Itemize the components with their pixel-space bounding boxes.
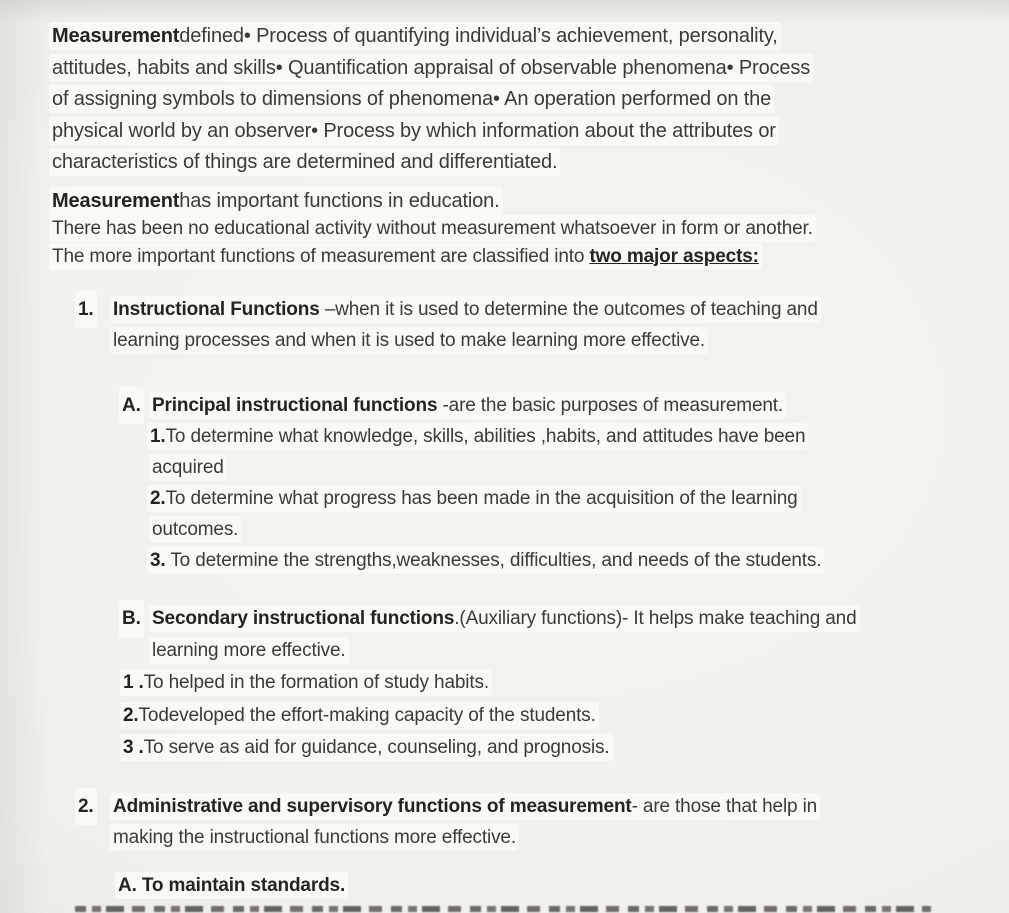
- list-item-principal-instructional-functions: [0, 390, 1009, 576]
- text-line: [0, 822, 1009, 853]
- list-item-administrative-functions: [0, 791, 1009, 853]
- para-measurement-functions: [0, 188, 1009, 271]
- highlighted-text: [123, 737, 610, 758]
- text-line: [0, 603, 1009, 635]
- text-line: [0, 390, 1009, 421]
- highlighted-text: [52, 88, 771, 110]
- list-marker: 1.: [78, 294, 94, 325]
- text-line: [0, 243, 1009, 271]
- list-marker: 2.: [78, 791, 94, 822]
- text-run: - are those that help in: [631, 795, 818, 817]
- text-run: –when it is used to determine the outcomes of teaching and: [319, 299, 818, 320]
- text-run: defined• Process of quantifying individual’s achievement, personality,: [179, 25, 778, 47]
- highlighted-text: [118, 875, 345, 896]
- text-run: physical world by an observer• Process by which information about the attributes or: [52, 119, 776, 142]
- text-run-bold: Administrative and supervisory functions of measurement: [113, 795, 632, 817]
- highlighted-text: [113, 827, 516, 848]
- highlighted-text: [52, 57, 810, 79]
- highlighted-text: [123, 672, 489, 693]
- text-run-bold: 2.: [150, 488, 166, 509]
- text-run: .(Auxiliary functions)- It helps make teaching and: [454, 608, 857, 629]
- text-run: characteristics of things are determined and differentiated.: [52, 151, 558, 173]
- text-line: [0, 732, 1009, 765]
- text-line: [0, 147, 1009, 179]
- text-line: [0, 870, 1009, 901]
- text-run: -are the basic purposes of measurement.: [437, 395, 784, 416]
- text-line: [0, 667, 1009, 700]
- text-line: [0, 84, 1009, 116]
- text-line: [0, 215, 1009, 243]
- text-line: [0, 452, 1009, 483]
- text-run-bold: Principal instructional functions: [152, 395, 438, 416]
- text-run-bold: Measurement: [52, 189, 180, 212]
- text-run: To helped in the formation of study habits.: [143, 672, 489, 693]
- text-line: [0, 188, 1009, 216]
- text-run-bold: Measurement: [52, 25, 180, 47]
- text-run: learning more effective.: [152, 639, 346, 661]
- highlighted-text: [123, 705, 596, 726]
- text-run-bold: 1.: [150, 426, 166, 447]
- text-run: outcomes.: [152, 519, 239, 540]
- highlighted-text: [150, 488, 798, 509]
- text-run-bold: Instructional Functions: [113, 299, 320, 320]
- highlighted-text: [52, 246, 759, 267]
- text-line: [0, 294, 1009, 325]
- text-run: making the instructional functions more effective.: [113, 826, 516, 848]
- text-line: [0, 325, 1009, 356]
- highlighted-text: [152, 457, 224, 478]
- text-line: [0, 116, 1009, 148]
- list-marker: B.: [122, 603, 141, 635]
- text-line: [0, 53, 1009, 85]
- list-secondary-sub-items: [0, 667, 1009, 765]
- text-run: There has been no educational activity without measurement whatsoever in form or another.: [52, 218, 813, 239]
- list-item-instructional-functions: [0, 294, 1009, 356]
- highlighted-text: [113, 330, 705, 351]
- text-run: has important functions in education.: [179, 189, 500, 212]
- highlighted-text: [113, 796, 817, 817]
- text-line: [0, 791, 1009, 822]
- highlighted-text: [150, 426, 805, 447]
- highlighted-text: [113, 299, 818, 320]
- list-marker: A.: [122, 390, 141, 421]
- text-run: Todeveloped the effort-making capacity of the students.: [138, 704, 596, 726]
- highlighted-text: [152, 395, 783, 416]
- text-run-bold: 2.: [123, 704, 139, 726]
- cutoff-text-line: [75, 906, 931, 912]
- text-run: To determine the strengths,weaknesses, difficulties, and needs of the students.: [165, 550, 822, 571]
- highlighted-text: [52, 218, 813, 239]
- list-item-secondary-instructional-functions: [0, 603, 1009, 666]
- highlighted-text: [52, 151, 557, 173]
- text-line: [0, 421, 1009, 452]
- text-line: [0, 545, 1009, 576]
- text-run-bold: A. To maintain standards.: [118, 874, 346, 896]
- text-run-bold: 3.: [150, 550, 166, 571]
- highlighted-text: [152, 519, 238, 540]
- highlighted-text: [152, 608, 857, 629]
- highlighted-text: [52, 25, 778, 47]
- document-content: [0, 21, 1009, 901]
- text-run: The more important functions of measurement are classified into: [52, 245, 590, 267]
- text-line: [0, 514, 1009, 545]
- para-measurement-defined: [0, 21, 1009, 179]
- text-run-bold: two major aspects:: [589, 245, 759, 267]
- text-line: [0, 635, 1009, 667]
- list-item-maintain-standards: [0, 870, 1009, 901]
- text-run: To determine what knowledge, skills, abilities ,habits, and attitudes have been: [165, 426, 806, 447]
- text-line: [0, 700, 1009, 733]
- text-line: [0, 483, 1009, 514]
- highlighted-text: [152, 640, 346, 661]
- highlighted-text: [52, 120, 776, 142]
- text-run: To serve as aid for guidance, counseling, and prognosis.: [143, 737, 610, 758]
- text-run-bold: 3 .: [123, 737, 144, 758]
- text-run: To determine what progress has been made in the acquisition of the learning: [165, 488, 798, 509]
- text-run-bold: Secondary instructional functions: [152, 608, 455, 629]
- text-run: learning processes and when it is used to make learning more effective.: [113, 330, 706, 351]
- text-line: [0, 21, 1009, 53]
- text-run-bold: 1 .: [123, 672, 144, 693]
- text-run: attitudes, habits and skills• Quantification appraisal of observable phenomena• Process: [52, 56, 811, 79]
- highlighted-text: [52, 190, 500, 212]
- highlighted-text: [150, 550, 821, 571]
- text-run: of assigning symbols to dimensions of phenomena• An operation performed on the: [52, 88, 772, 110]
- text-run: acquired: [152, 457, 224, 478]
